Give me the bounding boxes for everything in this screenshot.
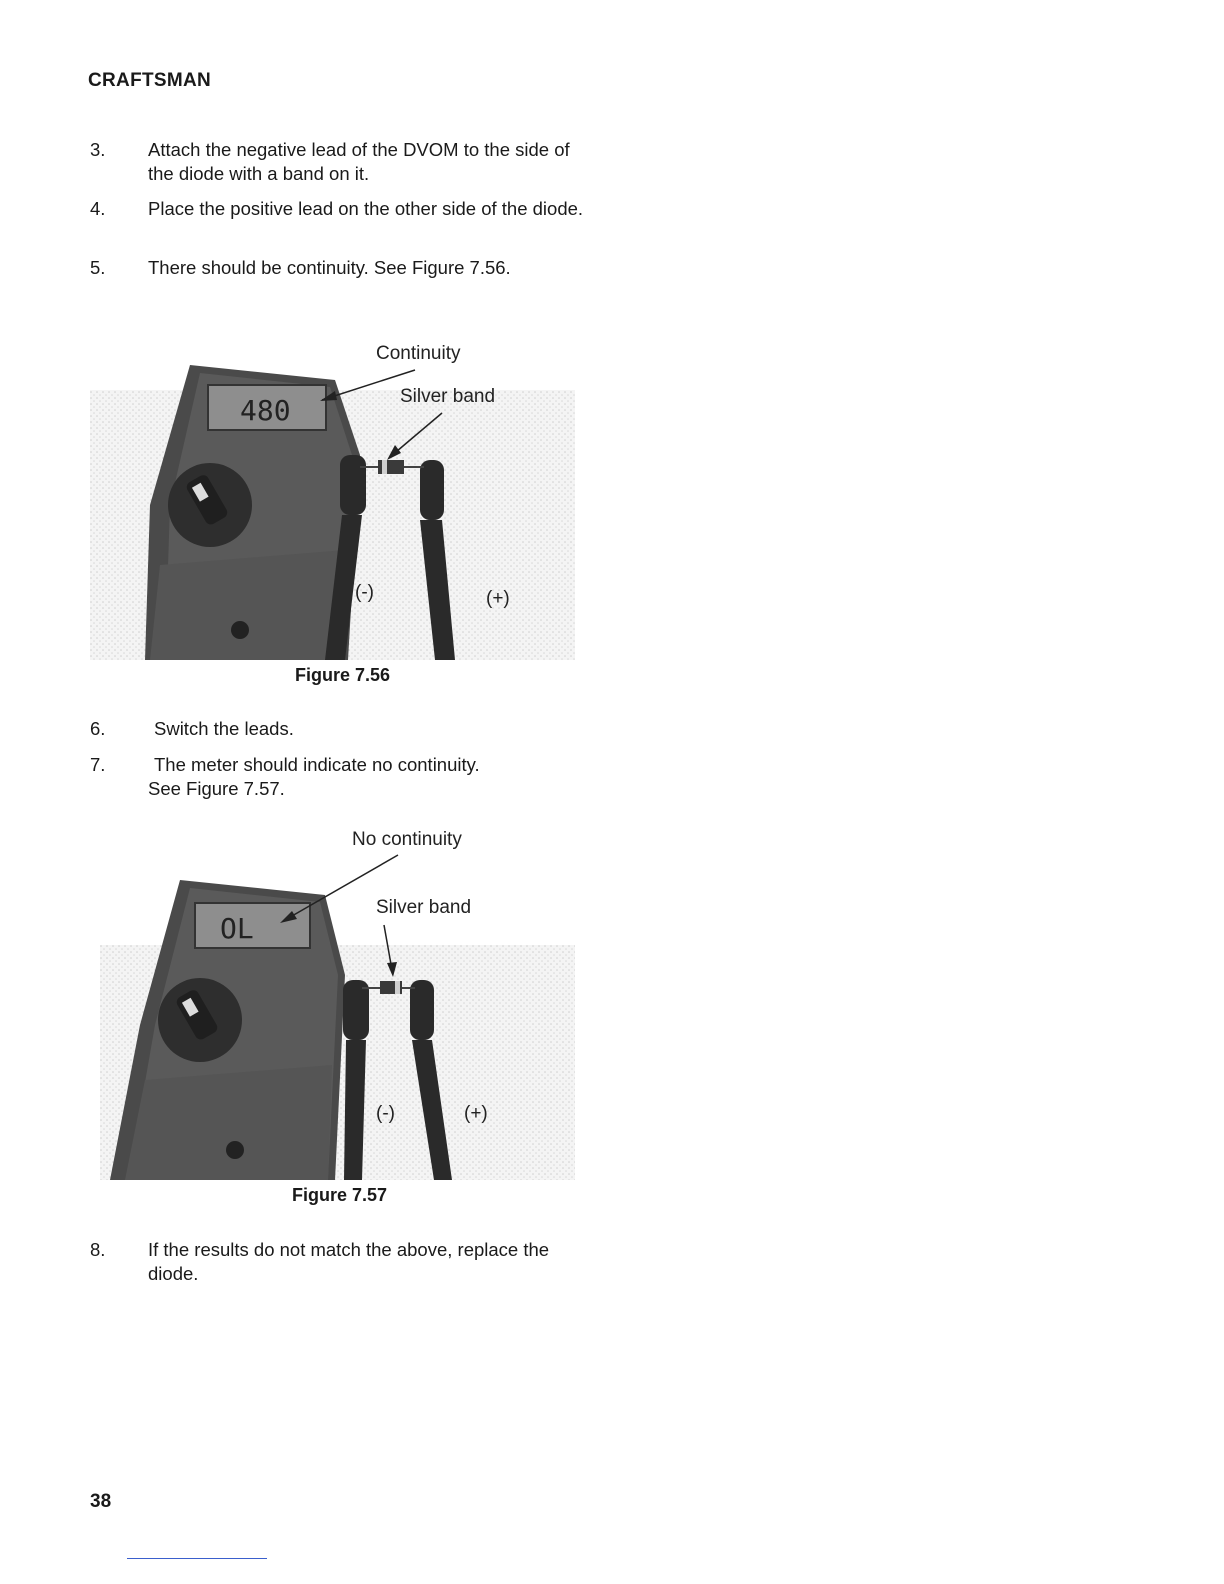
step-text: The meter should indicate no continuity.: [154, 754, 480, 775]
brand-header: CRAFTSMAN: [88, 70, 212, 91]
step-number: 6.: [90, 718, 106, 739]
step-text: Switch the leads.: [154, 718, 294, 739]
step-text: If the results do not match the above, replace the diode.: [148, 1239, 550, 1284]
multimeter-icon: [110, 880, 345, 1180]
step-number: 7.: [90, 754, 106, 775]
callout-continuity: Continuity: [376, 343, 461, 364]
multimeter-no-continuity-photo: [100, 825, 580, 1185]
step-number: 5.: [90, 257, 106, 278]
figure-7-56: [90, 295, 580, 690]
footer-link-rule: [127, 1558, 267, 1559]
negative-lead-label: (-): [355, 582, 374, 603]
step-7: [90, 753, 610, 801]
meter-display-value: OL: [220, 912, 254, 945]
step-number: 8.: [90, 1239, 106, 1260]
meter-display-value: 480: [240, 394, 291, 427]
step-8: [90, 1238, 610, 1286]
step-text: Place the positive lead on the other side of the diode.: [148, 198, 584, 219]
step-5: [90, 256, 610, 280]
step-text: Attach the negative lead of the DVOM to the side of the diode with a band on it.: [148, 139, 570, 184]
step-3: [90, 138, 610, 186]
callout-silver-band: Silver band: [400, 386, 496, 407]
step-4: [90, 197, 610, 245]
step-text: There should be continuity. See Figure 7.56.: [148, 257, 511, 278]
step-number: 4.: [90, 198, 106, 219]
step-number: 3.: [90, 139, 106, 160]
figure-caption: Figure 7.56: [295, 665, 391, 685]
callout-no-continuity: No continuity: [352, 829, 462, 850]
step-6: [90, 717, 610, 741]
step-text-line-2: See Figure 7.57.: [148, 778, 285, 799]
figure-caption: Figure 7.57: [292, 1185, 388, 1205]
figure-7-57: [100, 825, 580, 1215]
negative-lead-label: (-): [376, 1103, 395, 1124]
positive-lead-label: (+): [486, 588, 510, 609]
callout-silver-band: Silver band: [376, 897, 472, 918]
positive-lead-label: (+): [464, 1103, 488, 1124]
page-number: 38: [90, 1491, 112, 1512]
